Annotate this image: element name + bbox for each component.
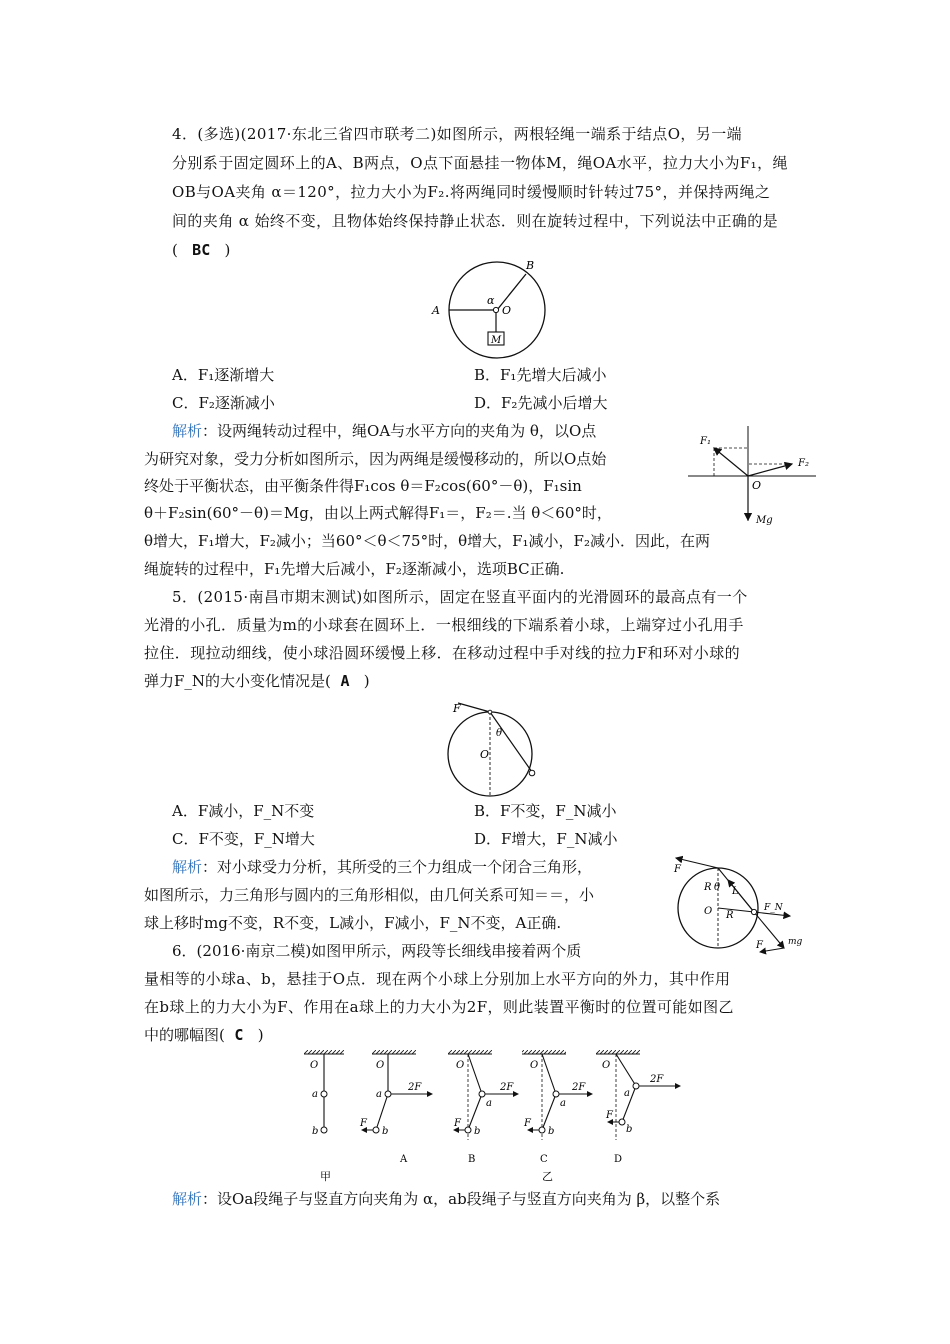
q6-label-yi: 乙 — [542, 1170, 553, 1183]
q5f-label-theta: θ — [714, 882, 721, 893]
q4-label-b: B — [526, 259, 535, 272]
q4-line-3: OB与OA夹角 α＝120°，拉力大小为F₂.将两绳同时缓慢顺时针转过75°，并保持两绳之 — [172, 183, 771, 201]
svg-text:a: a — [376, 1089, 382, 1100]
q6-jia-o: O — [310, 1060, 319, 1071]
q4-force-f1: F₁ — [700, 436, 711, 447]
q5f-label-f: F — [674, 864, 681, 875]
q5-line-4: 弹力F_N的大小变化情况是( A ) — [144, 672, 370, 690]
q5f-label-r: R — [704, 882, 712, 893]
q5-line-1: 5．(2015·南昌市期末测试)如图所示，固定在竖直平面内的光滑圆环的最高点有一个 — [172, 588, 748, 606]
q5-line-3: 拉住．现拉动细线，使小球沿圆环缓慢上移．在移动过程中手对线的拉力F和环对小球的 — [144, 644, 741, 662]
svg-text:F: F — [524, 1118, 531, 1129]
q5f-label-f2: F — [756, 940, 763, 951]
q6-label-b: B — [468, 1154, 476, 1165]
q4-analysis-line-5: θ增大，F₁增大，F₂减小；当60°＜θ＜75°时，θ增大，F₁减小，F₂减小．因此，在两 — [144, 532, 710, 550]
q4-analysis-line-1: 解析：设两绳转动过程中，绳OA与水平方向的夹角为 θ，以O点 — [172, 422, 597, 440]
q5-force-figure — [672, 852, 812, 962]
q5f-radius — [718, 908, 754, 912]
q4-analysis-label: 解析 — [172, 422, 203, 440]
q5-option-b[interactable]: B．F不变，F_N减小 — [474, 802, 617, 820]
q4-line-4: 间的夹角 α 始终不变，且物体始终保持静止状态．则在旋转过程中，下列说法中正确的是 — [172, 212, 779, 230]
q6-label-c: C — [540, 1154, 548, 1165]
q6-analysis-label: 解析 — [172, 1190, 203, 1208]
q5-option-d[interactable]: D．F增大，F_N减小 — [474, 830, 618, 848]
q4-label-m: M — [491, 335, 502, 346]
svg-text:O: O — [376, 1060, 385, 1071]
svg-text:b: b — [474, 1126, 481, 1137]
svg-text:b: b — [382, 1126, 389, 1137]
svg-text:a: a — [486, 1098, 492, 1109]
q5f-label-mg: mg — [788, 937, 803, 947]
q6-fig-b[interactable] — [448, 1050, 518, 1165]
q5-pull-string — [458, 703, 490, 712]
svg-text:O: O — [602, 1060, 611, 1071]
q6-fig-c[interactable] — [522, 1050, 592, 1165]
q4-line-2: 分别系于固定圆环上的A、B两点，O点下面悬挂一物体M，绳OA水平，拉力大小为F₁，绳 — [172, 154, 788, 172]
q6-label-jia: 甲 — [320, 1170, 331, 1183]
q4-analysis-line-3: 终处于平衡状态，由平衡条件得F₁cos θ＝F₂cos(60°－θ)，F₁sin — [144, 477, 582, 495]
q4-force-diagram — [688, 426, 818, 526]
svg-text:a: a — [560, 1098, 566, 1109]
svg-text:a: a — [624, 1088, 630, 1099]
q5-analysis-line-3: 球上移时mg不变，R不变，L减小，F减小，F_N不变，A正确. — [144, 914, 562, 932]
q4-option-b[interactable]: B．F₁先增大后减小 — [474, 366, 607, 384]
q5f-label-l: L — [732, 886, 739, 897]
q5-ball — [529, 770, 535, 776]
q4-force-mg: Mg — [756, 515, 773, 526]
q6-figures — [296, 1050, 696, 1185]
q6-analysis-line-1: 解析：设Oa段绳子与竖直方向夹角为 α，ab段绳子与竖直方向夹角为 β，以整个系 — [172, 1190, 721, 1208]
q4-ring-figure — [430, 260, 560, 360]
svg-text:2F: 2F — [500, 1082, 514, 1093]
q5-hole — [488, 710, 492, 714]
svg-text:O: O — [530, 1060, 539, 1071]
q4-option-c[interactable]: C．F₂逐渐减小 — [172, 394, 275, 412]
q5-analysis-line-1: 解析：对小球受力分析，其所受的三个力组成一个闭合三角形， — [172, 858, 593, 876]
svg-text:F: F — [454, 1118, 461, 1129]
q5-answer: A — [340, 672, 350, 690]
q4-answer-line: ( BC ) — [172, 241, 231, 259]
q4-analysis-line-2: 为研究对象，受力分析如图所示，因为两绳是缓慢移动的，所以O点始 — [144, 450, 607, 468]
q6-line-1: 6．(2016·南京二模)如图甲所示，两段等长细线串接着两个质 — [172, 942, 582, 960]
q5f-f-dash — [760, 948, 784, 952]
svg-text:F: F — [606, 1110, 613, 1121]
q4-label-a: A — [432, 304, 440, 317]
q4-line-1: 4．(多选)(2017·东北三省四市联考二)如图所示，两根轻绳一端系于结点O，另一端 — [172, 125, 742, 143]
q6-fig-d[interactable] — [596, 1050, 680, 1165]
q4-force-o: O — [752, 479, 762, 492]
q5-analysis-line-2: 如图所示，力三角形与圆内的三角形相似，由几何关系可知＝＝，小 — [144, 886, 595, 904]
q6-fig-jia — [304, 1050, 344, 1183]
q5f-pull — [676, 858, 718, 868]
q5f-label-fn: F_N — [764, 903, 783, 913]
q4-answer: BC — [192, 241, 211, 259]
svg-text:2F: 2F — [650, 1074, 664, 1085]
q5f-ball — [751, 909, 756, 914]
q5f-label-r2: R — [726, 910, 734, 921]
q4-label-alpha: α — [487, 294, 495, 307]
q5-ring-figure — [446, 700, 546, 800]
q6-line-3: 在b球上的力大小为F、作用在a球上的力大小为2F，则此装置平衡时的位置可能如图乙 — [144, 998, 734, 1016]
q5-label-theta: θ — [496, 728, 503, 739]
q6-answer: C — [234, 1026, 244, 1044]
q5-label-f: F — [453, 702, 461, 715]
svg-text:O: O — [456, 1060, 465, 1071]
q4-option-d[interactable]: D．F₂先减小后增大 — [474, 394, 608, 412]
q4-force-f2: F₂ — [798, 458, 809, 469]
q5-string — [490, 712, 532, 772]
q5-option-c[interactable]: C．F不变，F_N增大 — [172, 830, 315, 848]
q4-knot — [493, 307, 498, 312]
q5f-label-o: O — [704, 906, 713, 917]
q4-analysis-line-4: θ＋F₂sin(60°－θ)＝Mg，由以上两式解得F₁＝，F₂＝.当 θ＜60°时， — [144, 504, 612, 522]
svg-text:b: b — [626, 1124, 633, 1135]
q6-label-a: A — [400, 1154, 408, 1165]
svg-text:2F: 2F — [408, 1082, 422, 1093]
svg-text:2F: 2F — [572, 1082, 586, 1093]
q4-analysis-line-6: 绳旋转的过程中，F₁先增大后减小，F₂逐渐减小，选项BC正确. — [144, 560, 565, 578]
svg-text:b: b — [548, 1126, 555, 1137]
q6-line-4: 中的哪幅图( C ) — [144, 1026, 264, 1044]
q4-option-a[interactable]: A．F₁逐渐增大 — [172, 366, 275, 384]
q6-line-2: 量相等的小球a、b，悬挂于O点．现在两个小球上分别加上水平方向的外力，其中作用 — [144, 970, 731, 988]
q6-label-d: D — [614, 1154, 623, 1165]
q6-jia-b: b — [312, 1126, 319, 1137]
q6-jia-a: a — [312, 1089, 318, 1100]
q5-line-2: 光滑的小孔．质量为m的小球套在圆环上．一根细线的下端系着小球，上端穿过小孔用手 — [144, 616, 744, 634]
svg-text:F: F — [360, 1118, 367, 1129]
q4-f1-arrow — [714, 448, 748, 476]
q5-label-o: O — [480, 748, 490, 761]
q5-analysis-label: 解析 — [172, 858, 203, 876]
q5-option-a[interactable]: A．F减小，F_N不变 — [172, 802, 315, 820]
q4-f2-arrow — [748, 464, 792, 476]
q6-fig-a[interactable] — [359, 1050, 432, 1165]
q4-label-o: O — [502, 304, 512, 317]
